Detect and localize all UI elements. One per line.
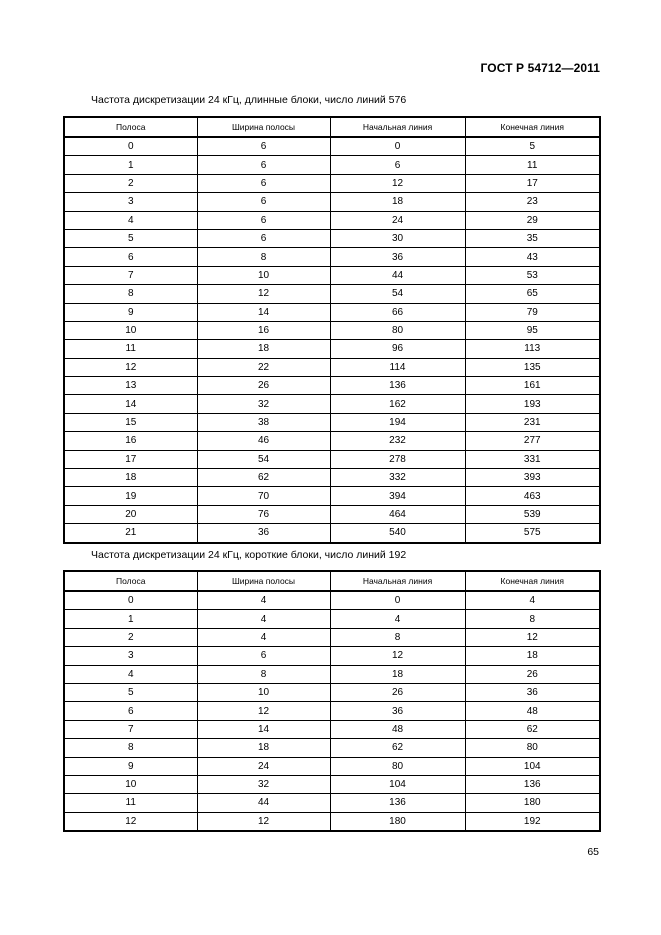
cell-start-line: 4 (330, 610, 465, 628)
cell-start-line: 8 (330, 628, 465, 646)
cell-band-width: 6 (197, 137, 330, 156)
cell-start-line: 80 (330, 321, 465, 339)
cell-band-width: 22 (197, 358, 330, 376)
cell-start-line: 12 (330, 647, 465, 665)
cell-end-line: 48 (465, 702, 600, 720)
cell-start-line: 0 (330, 137, 465, 156)
table-row (64, 211, 600, 229)
cell-start-line: 62 (330, 739, 465, 757)
cell-band-width: 76 (197, 505, 330, 523)
column-header-band: Полоса (64, 117, 197, 137)
cell-band-width: 18 (197, 739, 330, 757)
cell-band-width: 24 (197, 757, 330, 775)
cell-start-line: 36 (330, 702, 465, 720)
cell-end-line: 161 (465, 377, 600, 395)
table-row (64, 665, 600, 683)
cell-band: 4 (64, 211, 197, 229)
cell-band: 12 (64, 812, 197, 831)
cell-start-line: 36 (330, 248, 465, 266)
table-row (64, 321, 600, 339)
cell-band: 8 (64, 285, 197, 303)
table-row (64, 432, 600, 450)
cell-band-width: 26 (197, 377, 330, 395)
cell-end-line: 53 (465, 266, 600, 284)
cell-band-width: 54 (197, 450, 330, 468)
cell-band-width: 62 (197, 469, 330, 487)
cell-band: 0 (64, 591, 197, 610)
document-code: ГОСТ Р 54712—2011 (480, 61, 600, 75)
cell-band: 14 (64, 395, 197, 413)
cell-end-line: 65 (465, 285, 600, 303)
cell-start-line: 48 (330, 720, 465, 738)
cell-start-line: 464 (330, 505, 465, 523)
cell-start-line: 80 (330, 757, 465, 775)
cell-start-line: 96 (330, 340, 465, 358)
cell-end-line: 135 (465, 358, 600, 376)
cell-band: 0 (64, 137, 197, 156)
cell-band-width: 12 (197, 812, 330, 831)
cell-end-line: 192 (465, 812, 600, 831)
cell-end-line: 17 (465, 174, 600, 192)
table-row (64, 775, 600, 793)
cell-end-line: 231 (465, 413, 600, 431)
column-header-end-line: Конечная линия (465, 117, 600, 137)
cell-band-width: 6 (197, 647, 330, 665)
page-number: 65 (587, 846, 599, 858)
table-row (64, 794, 600, 812)
cell-band-width: 70 (197, 487, 330, 505)
cell-band-width: 6 (197, 211, 330, 229)
cell-end-line: 5 (465, 137, 600, 156)
cell-end-line: 80 (465, 739, 600, 757)
cell-end-line: 104 (465, 757, 600, 775)
cell-start-line: 66 (330, 303, 465, 321)
cell-start-line: 162 (330, 395, 465, 413)
cell-start-line: 44 (330, 266, 465, 284)
table-row (64, 757, 600, 775)
table-row (64, 358, 600, 376)
cell-end-line: 113 (465, 340, 600, 358)
column-header-band-width: Ширина полосы (197, 117, 330, 137)
cell-band-width: 8 (197, 665, 330, 683)
table-long-blocks (63, 116, 601, 544)
cell-band-width: 38 (197, 413, 330, 431)
table-row (64, 720, 600, 738)
cell-band-width: 6 (197, 193, 330, 211)
column-header-start-line: Начальная линия (330, 571, 465, 591)
cell-band: 16 (64, 432, 197, 450)
cell-band: 19 (64, 487, 197, 505)
cell-band-width: 32 (197, 395, 330, 413)
cell-band: 1 (64, 156, 197, 174)
table-short-blocks (63, 570, 601, 832)
cell-end-line: 18 (465, 647, 600, 665)
cell-band: 4 (64, 665, 197, 683)
table-row (64, 628, 600, 646)
table-header-row (64, 571, 600, 591)
cell-start-line: 12 (330, 174, 465, 192)
cell-band-width: 16 (197, 321, 330, 339)
cell-start-line: 54 (330, 285, 465, 303)
cell-band: 3 (64, 193, 197, 211)
cell-start-line: 180 (330, 812, 465, 831)
cell-band: 13 (64, 377, 197, 395)
cell-band-width: 6 (197, 229, 330, 247)
cell-start-line: 136 (330, 794, 465, 812)
cell-end-line: 23 (465, 193, 600, 211)
cell-band: 11 (64, 794, 197, 812)
cell-end-line: 35 (465, 229, 600, 247)
cell-end-line: 193 (465, 395, 600, 413)
column-header-end-line: Конечная линия (465, 571, 600, 591)
cell-end-line: 12 (465, 628, 600, 646)
cell-band-width: 46 (197, 432, 330, 450)
cell-band: 9 (64, 303, 197, 321)
cell-end-line: 95 (465, 321, 600, 339)
cell-band-width: 8 (197, 248, 330, 266)
cell-band: 2 (64, 628, 197, 646)
cell-band: 1 (64, 610, 197, 628)
table-row (64, 505, 600, 523)
cell-band-width: 12 (197, 702, 330, 720)
cell-band-width: 14 (197, 720, 330, 738)
cell-band: 7 (64, 266, 197, 284)
table-row (64, 683, 600, 701)
cell-end-line: 277 (465, 432, 600, 450)
cell-band: 10 (64, 775, 197, 793)
table-row (64, 591, 600, 610)
cell-end-line: 11 (465, 156, 600, 174)
cell-band: 7 (64, 720, 197, 738)
cell-start-line: 24 (330, 211, 465, 229)
cell-start-line: 18 (330, 193, 465, 211)
cell-band: 21 (64, 524, 197, 543)
cell-start-line: 332 (330, 469, 465, 487)
table-row (64, 248, 600, 266)
cell-start-line: 540 (330, 524, 465, 543)
cell-end-line: 393 (465, 469, 600, 487)
cell-end-line: 136 (465, 775, 600, 793)
cell-start-line: 26 (330, 683, 465, 701)
table-row (64, 340, 600, 358)
cell-band: 5 (64, 229, 197, 247)
cell-start-line: 278 (330, 450, 465, 468)
table-row (64, 739, 600, 757)
cell-band: 17 (64, 450, 197, 468)
cell-start-line: 104 (330, 775, 465, 793)
cell-start-line: 18 (330, 665, 465, 683)
cell-band: 18 (64, 469, 197, 487)
cell-band-width: 10 (197, 266, 330, 284)
cell-end-line: 463 (465, 487, 600, 505)
cell-band: 5 (64, 683, 197, 701)
cell-start-line: 136 (330, 377, 465, 395)
cell-band-width: 4 (197, 610, 330, 628)
cell-band: 9 (64, 757, 197, 775)
cell-band-width: 4 (197, 591, 330, 610)
cell-band: 8 (64, 739, 197, 757)
cell-band-width: 6 (197, 156, 330, 174)
cell-band: 12 (64, 358, 197, 376)
cell-band-width: 4 (197, 628, 330, 646)
table-row (64, 524, 600, 543)
table-row (64, 395, 600, 413)
cell-end-line: 575 (465, 524, 600, 543)
table-row (64, 610, 600, 628)
cell-band-width: 12 (197, 285, 330, 303)
cell-band: 2 (64, 174, 197, 192)
cell-start-line: 394 (330, 487, 465, 505)
cell-end-line: 36 (465, 683, 600, 701)
cell-band-width: 6 (197, 174, 330, 192)
table-row (64, 647, 600, 665)
cell-band: 6 (64, 702, 197, 720)
table-row (64, 137, 600, 156)
table-header-row (64, 117, 600, 137)
table-row (64, 487, 600, 505)
table-row (64, 303, 600, 321)
table-row (64, 413, 600, 431)
cell-end-line: 79 (465, 303, 600, 321)
cell-band: 11 (64, 340, 197, 358)
cell-end-line: 180 (465, 794, 600, 812)
cell-band-width: 14 (197, 303, 330, 321)
cell-start-line: 194 (330, 413, 465, 431)
cell-band: 20 (64, 505, 197, 523)
table-1-caption: Частота дискретизации 24 кГц, длинные блоки, число линий 576 (91, 94, 407, 106)
table-row (64, 229, 600, 247)
cell-band: 15 (64, 413, 197, 431)
table-row (64, 377, 600, 395)
cell-band-width: 32 (197, 775, 330, 793)
cell-end-line: 4 (465, 591, 600, 610)
cell-band-width: 10 (197, 683, 330, 701)
cell-band-width: 18 (197, 340, 330, 358)
cell-end-line: 331 (465, 450, 600, 468)
table-row (64, 266, 600, 284)
cell-start-line: 114 (330, 358, 465, 376)
column-header-band: Полоса (64, 571, 197, 591)
column-header-start-line: Начальная линия (330, 117, 465, 137)
cell-band: 10 (64, 321, 197, 339)
table-row (64, 174, 600, 192)
cell-start-line: 30 (330, 229, 465, 247)
table-2-caption: Частота дискретизации 24 кГц, короткие блоки, число линий 192 (91, 549, 407, 561)
cell-start-line: 0 (330, 591, 465, 610)
table-row (64, 156, 600, 174)
cell-band: 3 (64, 647, 197, 665)
table-row (64, 450, 600, 468)
table-row (64, 285, 600, 303)
table-row (64, 193, 600, 211)
cell-band-width: 44 (197, 794, 330, 812)
cell-band: 6 (64, 248, 197, 266)
cell-end-line: 62 (465, 720, 600, 738)
cell-end-line: 26 (465, 665, 600, 683)
table-row (64, 812, 600, 831)
table-row (64, 469, 600, 487)
cell-band-width: 36 (197, 524, 330, 543)
column-header-band-width: Ширина полосы (197, 571, 330, 591)
cell-start-line: 6 (330, 156, 465, 174)
cell-start-line: 232 (330, 432, 465, 450)
cell-end-line: 8 (465, 610, 600, 628)
table-row (64, 702, 600, 720)
cell-end-line: 539 (465, 505, 600, 523)
cell-end-line: 43 (465, 248, 600, 266)
cell-end-line: 29 (465, 211, 600, 229)
